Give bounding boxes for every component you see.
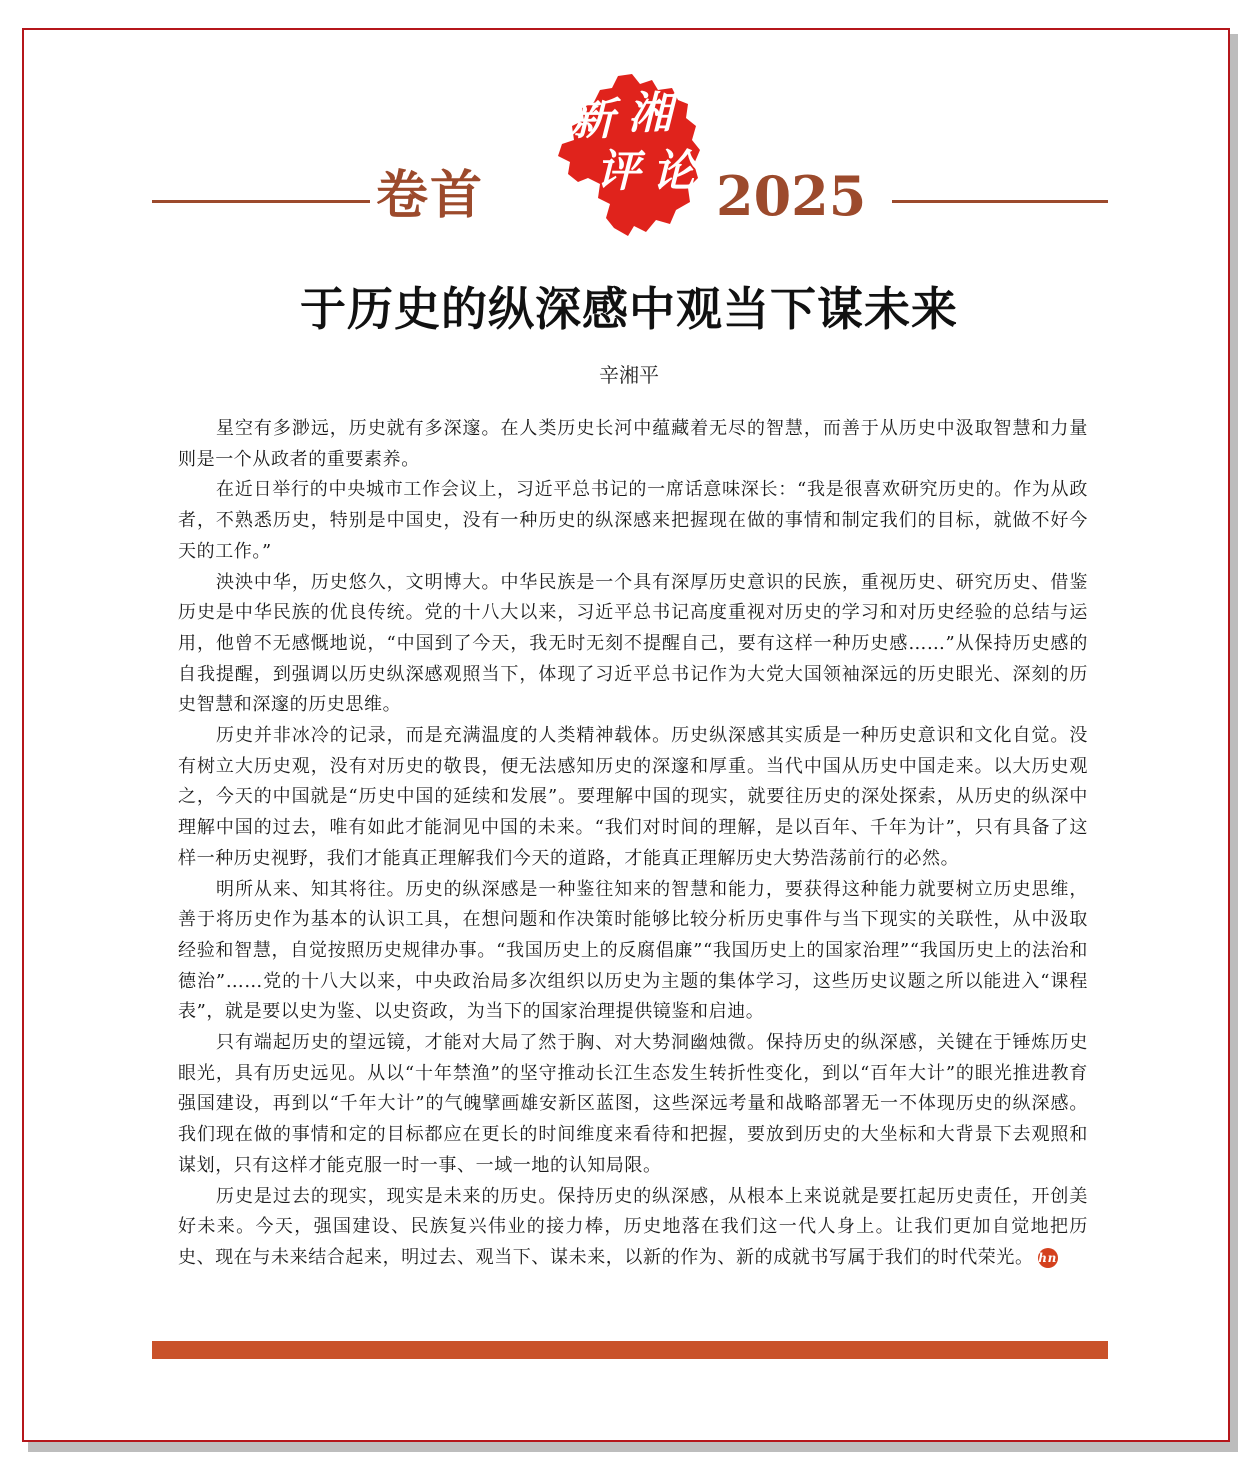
column-name: 卷首 <box>376 166 485 226</box>
emblem-calligraphy <box>562 86 712 216</box>
paragraph: 明所从来、知其将往。历史的纵深感是一种鉴往知来的智慧和能力，要获得这种能力就要树立历史思维，善于将历史作为基本的认识工具，在想问题和作决策时能够比较分析历史事件与当下现实的关联性，从中汲取经验和智慧，自觉按照历史规律办事。“我国历史上的反腐倡廉”“我国历史上的国家治理”“我国历史上的法治和德治”……党的十八大以来，中央政治局多次组织以历史为主题的集体学习，这些历史议题之所以能进入“课程表”，就是要以史为鉴、以史资政，为当下的国家治理提供镜鉴和启迪。 <box>178 878 1088 1023</box>
emblem-char: 论 <box>652 146 696 197</box>
emblem-char: 湘 <box>628 88 672 139</box>
emblem-char: 评 <box>596 146 640 197</box>
paragraph: 只有端起历史的望远镜，才能对大局了然于胸、对大势洞幽烛微。保持历史的纵深感，关键在于锤炼历史眼光，具有历史远见。从以“十年禁渔”的坚守推动长江生态发生转折性变化，到以“百年大计”的眼光推进教育强国建设，再到以“千年大计”的气魄擘画雄安新区蓝图，这些深远考量和战略部署无一不体现历史的纵深感。我们现在做的事情和定的目标都应在更长的时间维度来看待和把握，要放到历史的大坐标和大背景下去观照和谋划，只有这样才能克服一时一事、一域一地的认知局限。 <box>178 1032 1088 1176</box>
bottom-bar <box>152 1341 1108 1359</box>
paragraph-text: 历史是过去的现实，现实是未来的历史。保持历史的纵深感，从根本上来说就是要扛起历史责任，开创美好未来。今天，强国建设、民族复兴伟业的接力棒，历史地落在我们这一代人身上。让我们更加自觉地把历史、现在与未来结合起来，明过去、观当下、谋未来，以新的作为、新的成就书写属于我们的时代荣光。 <box>178 1185 1088 1268</box>
article-title: 于历史的纵深感中观当下谋未来 <box>300 282 958 336</box>
issue-year: 2025 <box>716 164 867 228</box>
header-rule-right <box>892 200 1108 203</box>
paragraph: 历史并非冰冷的记录，而是充满温度的人类精神载体。历史纵深感其实质是一种历史意识和文化自觉。没有树立大历史观，没有对历史的敬畏，便无法感知历史的深邃和厚重。当代中国从历史中国走来。以大历史观之，今天的中国就是“历史中国的延续和发展”。要理解中国的现实，就要往历史的深处探索，从历史的纵深中理解中国的过去，唯有如此才能洞见中国的未来。“我们对时间的理解，是以百年、千年为计”，只有具备了这样一种历史视野，我们才能真正理解我们今天的道路，才能真正理解历史大势浩荡前行的必然。 <box>178 725 1088 869</box>
article-end-icon: hn <box>1038 1248 1058 1268</box>
paragraph: 泱泱中华，历史悠久，文明博大。中华民族是一个具有深厚历史意识的民族，重视历史、研究历史、借鉴历史是中华民族的优良传统。党的十八大以来，习近平总书记高度重视对历史的学习和对历史经验的总结与运用，他曾不无感慨地说，“中国到了今天，我无时无刻不提醒自己，要有这样一种历史感……”从保持历史感的自我提醒，到强调以历史纵深感观照当下，体现了习近平总书记作为大党大国领袖深远的历史眼光、深刻的历史智慧和深邃的历史思维。 <box>178 571 1088 716</box>
article-body <box>178 414 1088 1274</box>
article-author: 辛湘平 <box>599 363 659 387</box>
emblem-char: 新 <box>570 94 614 145</box>
paragraph-last <box>178 1182 1088 1274</box>
header-rule-left <box>152 200 370 203</box>
paragraph: 在近日举行的中央城市工作会议上，习近平总书记的一席话意味深长：“我是很喜欢研究历史的。作为从政者，不熟悉历史，特别是中国史，没有一种历史的纵深感来把握现在做的事情和制定我们的目标，就做不好今天的工作。” <box>178 479 1088 562</box>
paragraph: 星空有多渺远，历史就有多深邃。在人类历史长河中蕴藏着无尽的智慧，而善于从历史中汲取智慧和力量则是一个从政者的重要素养。 <box>178 418 1088 470</box>
